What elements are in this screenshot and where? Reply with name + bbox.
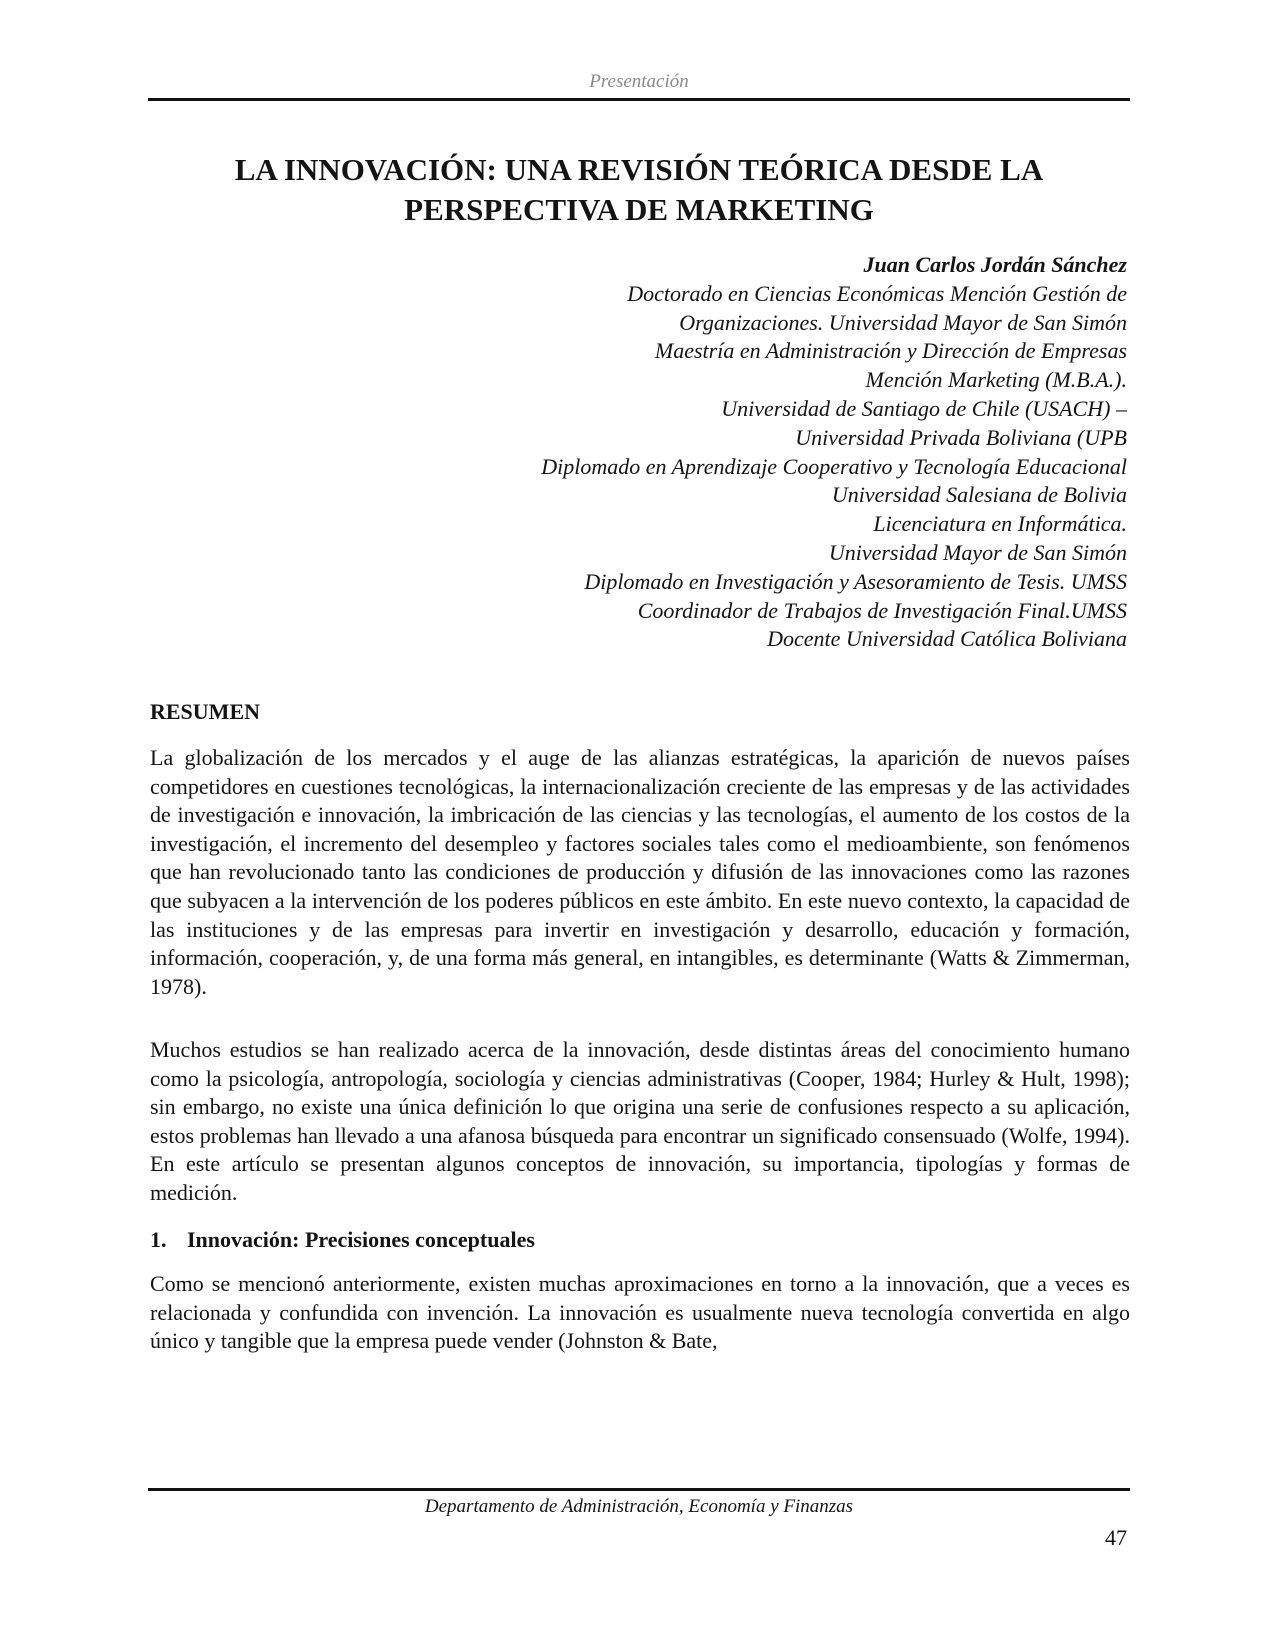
author-affiliation-line: Universidad Mayor de San Simón <box>828 539 1127 565</box>
section-1-title: Innovación: Precisiones conceptuales <box>187 1227 535 1252</box>
author-affiliation-line: Diplomado en Aprendizaje Cooperativo y Tecnología Educacional <box>541 453 1127 479</box>
author-affiliation-line: Universidad Privada Boliviana (UPB <box>795 424 1127 450</box>
header-rule <box>148 98 1130 101</box>
section-1-paragraph: Como se mencionó anteriormente, existen muchas aproximaciones en torno a la innovación, que a veces es relacionada y confundida con invención. La innovación es usualmente nueva tecnología convertida en algo único y tangible que la empresa puede vender (Johnston & Bate, <box>150 1271 1130 1354</box>
abstract-paragraph-1: La globalización de los mercados y el auge de las alianzas estratégicas, la aparición de nuevos países competidores en cuestiones tecnológicas, la internacionalización creciente de las empresas y de las actividades de investigación e innovación, la imbricación de las ciencias y las tecnologías, el aumento de los costos de la investigación, el incremento del desempleo y factores sociales tales como el medioambiente, son fenómenos que han revolucionado tanto las condiciones de producción y difusión de las innovaciones como las razones que subyacen a la intervención de los poderes públicos en este ámbito. En este nuevo contexto, la capacidad de las instituciones y de las empresas para invertir en investigación y desarrollo, educación y formación, información, cooperación, y, de una forma más general, en intangibles, es determinante (Watts & Zimmerman, 1978). <box>150 745 1130 999</box>
author-block <box>367 251 1127 654</box>
author-affiliation-line: Diplomado en Investigación y Asesoramiento de Tesis. UMSS <box>584 568 1127 594</box>
author-affiliation-line: Docente Universidad Católica Boliviana <box>767 626 1127 652</box>
author-affiliation-line: Universidad de Santiago de Chile (USACH) – <box>721 395 1127 421</box>
running-footer: Departamento de Administración, Economía y Finanzas <box>424 1496 854 1517</box>
author-affiliation-line: Mención Marketing (M.B.A.). <box>865 367 1127 393</box>
author-affiliation-line: Universidad Salesiana de Bolivia <box>831 482 1127 508</box>
footer-rule <box>148 1488 1130 1491</box>
section-1-number: 1. <box>150 1227 167 1252</box>
author-affiliation-line: Coordinador de Trabajos de Investigación Final.UMSS <box>637 597 1127 623</box>
paper-title-line-2: PERSPECTIVA DE MARKETING <box>404 192 874 227</box>
abstract-heading: RESUMEN <box>150 699 261 724</box>
author-affiliation-line: Organizaciones. Universidad Mayor de San Simón <box>679 309 1127 335</box>
author-name: Juan Carlos Jordán Sánchez <box>863 252 1127 277</box>
paper-title <box>148 150 1130 230</box>
author-affiliation-line: Doctorado en Ciencias Económicas Mención Gestión de <box>627 280 1127 306</box>
author-affiliation-line: Maestría en Administración y Dirección de Empresas <box>654 338 1127 364</box>
running-header: Presentación <box>589 71 689 92</box>
author-affiliation-line: Licenciatura en Informática. <box>873 511 1127 537</box>
paper-title-line-1: LA INNOVACIÓN: UNA REVISIÓN TEÓRICA DESDE LA <box>234 152 1044 187</box>
abstract-paragraph-2: Muchos estudios se han realizado acerca de la innovación, desde distintas áreas del conocimiento humano como la psicología, antropología, sociología y ciencias administrativas (Cooper, 1984; Hurley & Hult, 1998); sin embargo, no existe una única definición lo que origina una serie de confusiones respecto a su aplicación, estos problemas han llevado a una afanosa búsqueda para encontrar un significado consensuado (Wolfe, 1994). En este artículo se presentan algunos conceptos de innovación, su importancia, tipologías y formas de medición. <box>150 1037 1130 1205</box>
section-1-heading <box>150 1226 535 1254</box>
page-number: 47 <box>1105 1525 1127 1550</box>
